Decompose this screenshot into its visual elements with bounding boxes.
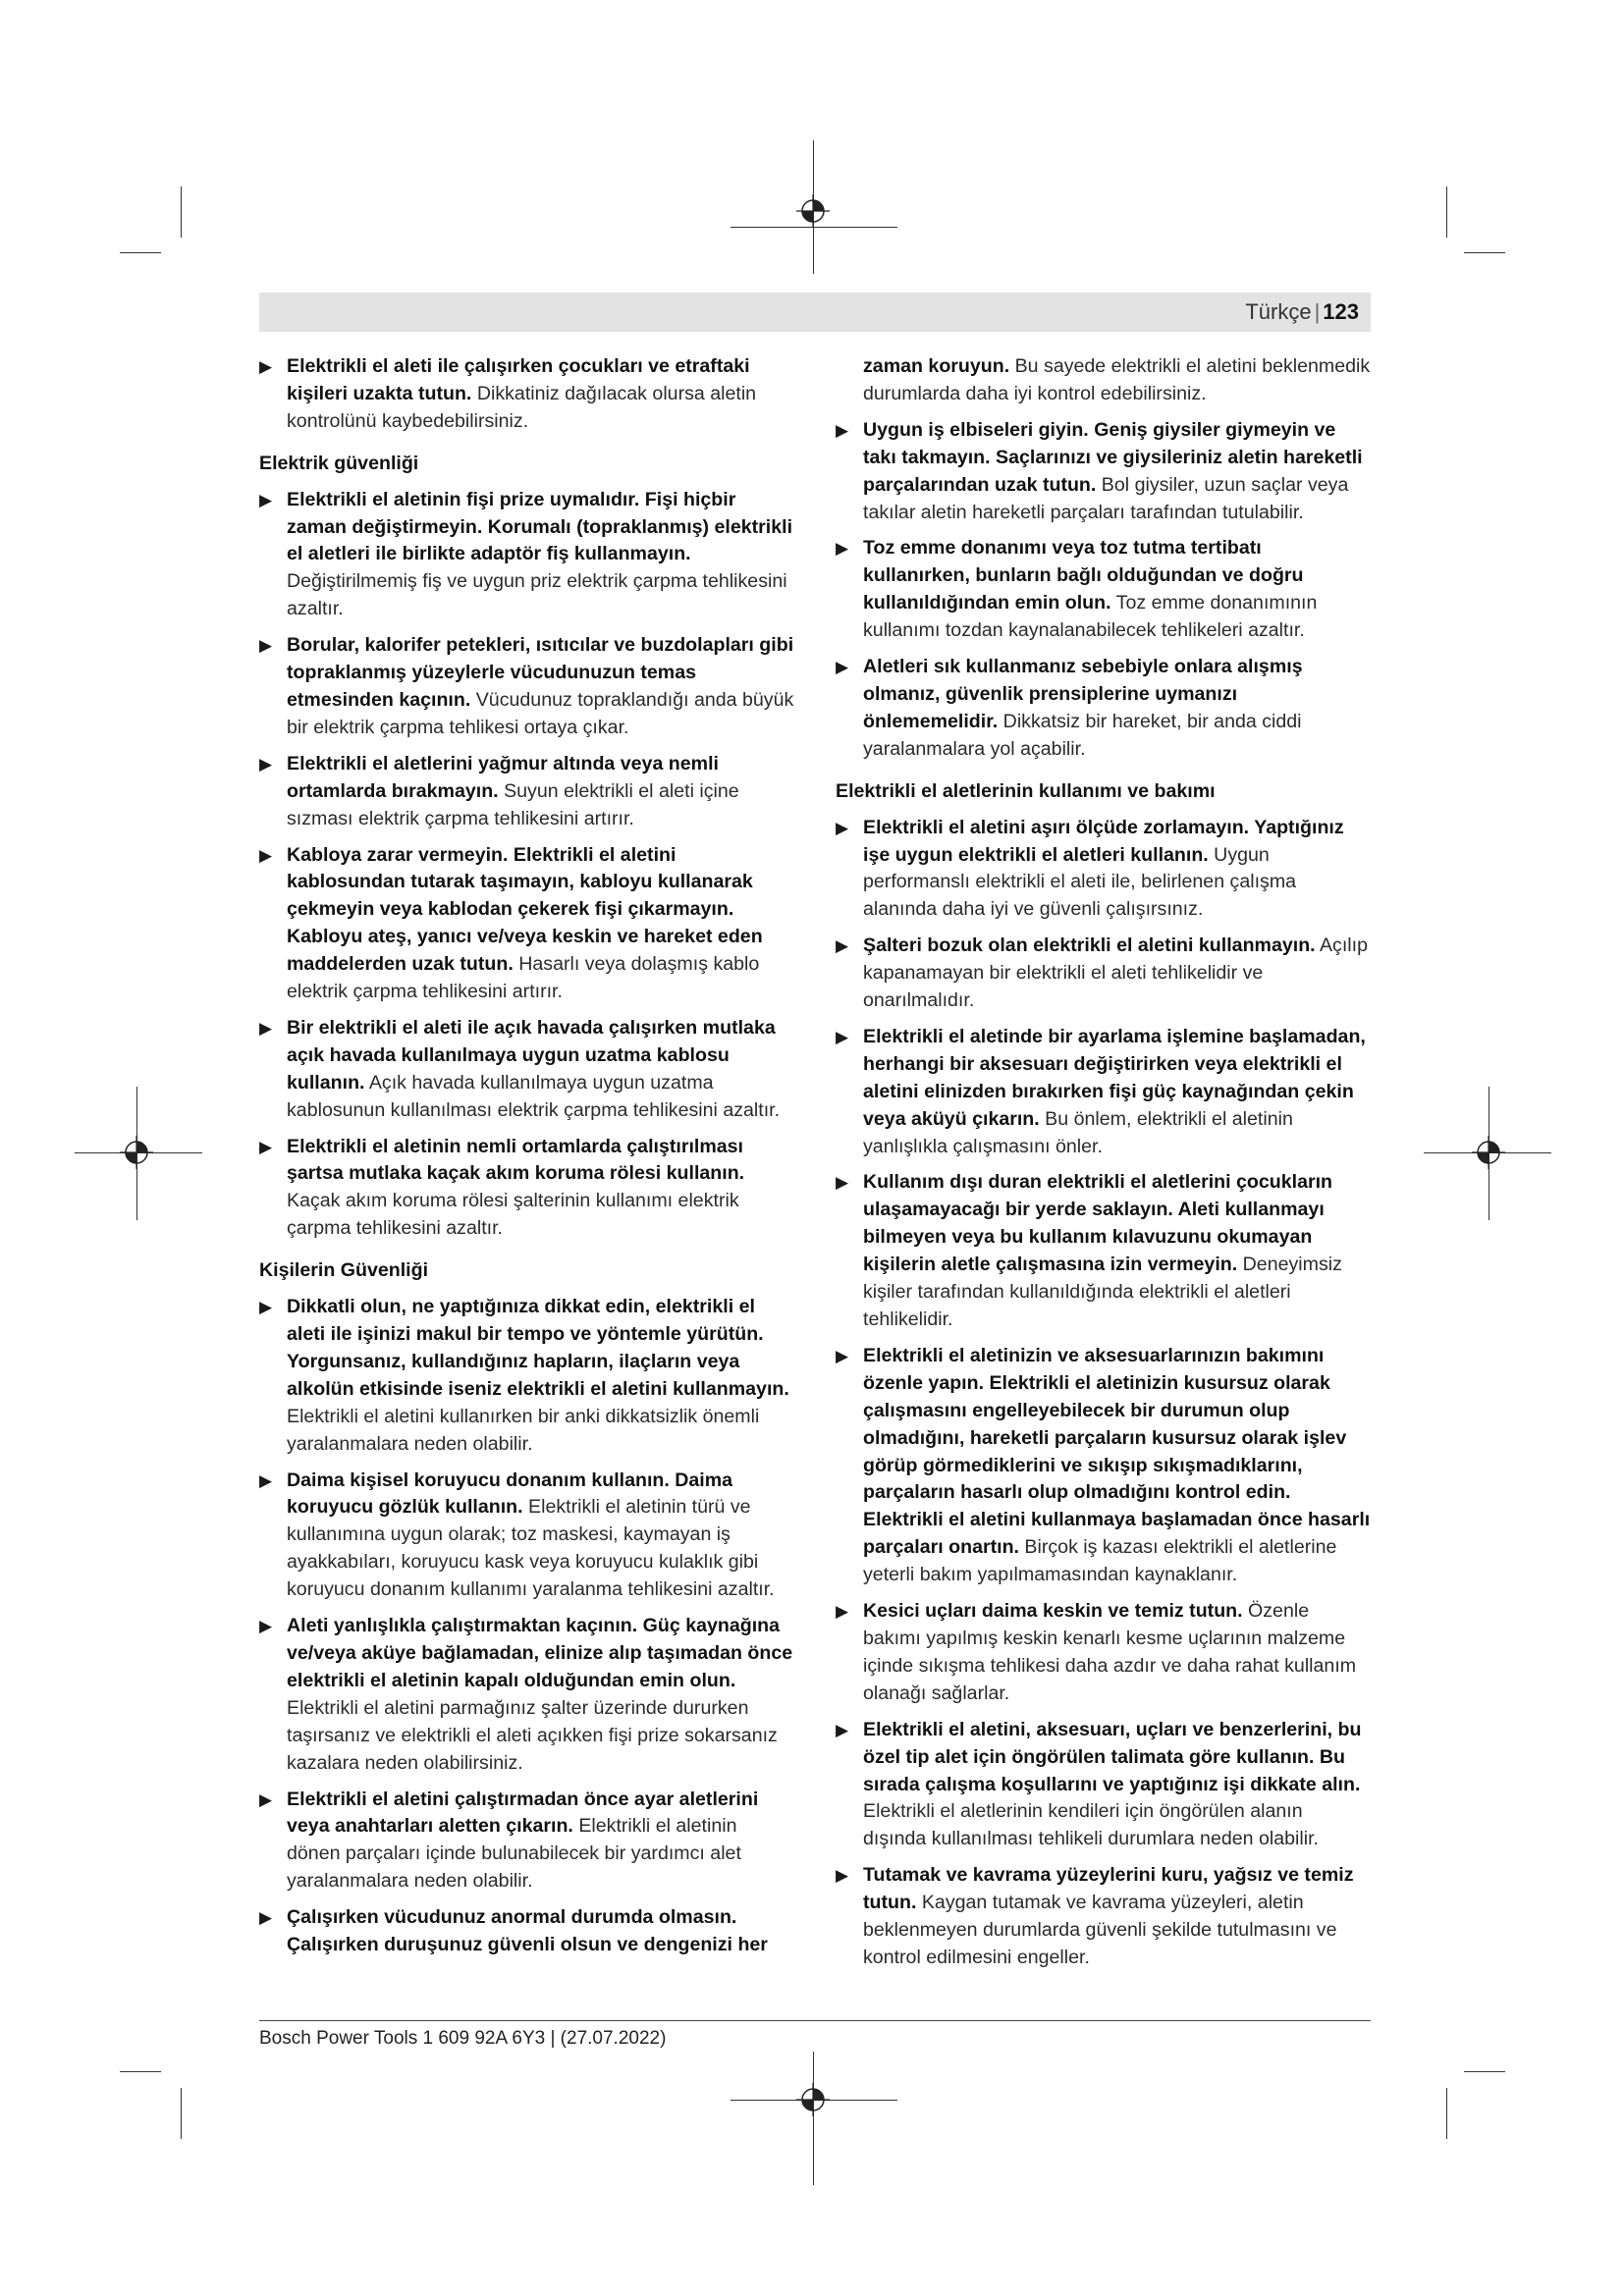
safety-instruction-item — [836, 1024, 1371, 1161]
header-language: Türkçe — [1245, 299, 1312, 324]
instruction-bold-text: Elektrikli el aleti ile çalışırken çocukları ve etraftaki kişileri uzakta tutun. — [287, 355, 750, 404]
section-heading: Kişilerin Güvenliği — [259, 1259, 429, 1282]
left-text-column — [259, 353, 794, 1968]
bullet-arrow-icon: ▶ — [259, 1470, 273, 1490]
bullet-arrow-icon: ▶ — [836, 1720, 849, 1739]
bullet-arrow-icon: ▶ — [259, 1018, 273, 1038]
instruction-bold-text: Elektrikli el aletini, aksesuarı, uçları ve benzerlerini, bu özel tip alet için öngörülen talimata göre kullanın. Bu sırada çalışma koşullarını ve yaptığınız işi dikkate alın. — [863, 1718, 1362, 1795]
bullet-arrow-icon: ▶ — [259, 754, 273, 774]
safety-instruction-item — [259, 842, 794, 1006]
safety-instruction-item — [259, 1134, 794, 1244]
crop-mark-top-left-vertical — [181, 187, 182, 238]
bullet-arrow-icon: ▶ — [259, 1298, 273, 1317]
footer-text: Bosch Power Tools 1 609 92A 6Y3 | (27.07.2022) — [259, 2028, 667, 2049]
bullet-arrow-icon: ▶ — [259, 490, 273, 509]
crop-mark-bottom-right-vertical — [1446, 2088, 1447, 2139]
bullet-arrow-icon: ▶ — [836, 658, 849, 677]
instruction-bold-text: Dikkatli olun, ne yaptığınıza dikkat edin, elektrikli el aleti ile işinizi makul bir tempo ve yöntemle yürütün. Yorgunsanız, kullandığınız hapların, ilaçların veya alkolün etkisinde iseniz elektrikli el aletini kullanmayın. — [287, 1296, 789, 1400]
page-header-text — [1245, 298, 1359, 326]
section-heading: Elektrik güvenliği — [259, 452, 419, 474]
registration-mark-right-icon — [1472, 1136, 1505, 1169]
instruction-bold-text: Kesici uçları daima keskin ve temiz tutun. — [863, 1600, 1243, 1623]
section-heading: Elektrikli el aletlerinin kullanımı ve bakımı — [836, 779, 1216, 802]
crop-mark-bottom-right-horizontal — [1464, 2071, 1505, 2072]
instruction-explanation-text: Açık havada kullanılmaya uygun uzatma kablosunun kullanılması elektrik çarpma tehlikesini azaltır. — [287, 1071, 781, 1121]
bullet-arrow-icon: ▶ — [836, 1602, 849, 1622]
instruction-bold-text: Aletleri sık kullanmanız sebebiyle onlara alışmış olmanız, güvenlik prensiplerine uymanızı önlememelidir. — [863, 656, 1303, 732]
safety-instruction-item — [836, 535, 1371, 645]
instruction-bold-text: Elektrikli el aletinin nemli ortamlarda çalıştırılması şartsa mutlaka kaçak akım koruma rölesi kullanın. — [287, 1135, 745, 1185]
crop-mark-bottom-left-vertical — [181, 2088, 182, 2139]
instruction-bold-text: Uygun iş elbiseleri giyin. Geniş giysiler giymeyin ve takı takmayın. Saçlarınızı ve giysileriniz aletin hareketli parçalarından uzak tutun. — [863, 418, 1363, 496]
instruction-bold-text: Toz emme donanımı veya toz tutma tertibatı kullanırken, bunların bağlı olduğundan ve doğru kullanıldığından emin olun. — [863, 537, 1304, 614]
bullet-arrow-icon: ▶ — [259, 845, 273, 865]
bullet-arrow-icon: ▶ — [836, 1027, 849, 1046]
instruction-bold-text: Tutamak ve kavrama yüzeylerini kuru, yağsız ve temiz tutun. — [863, 1864, 1354, 1914]
instruction-explanation-text: Deneyimsiz kişiler tarafından kullanıldığında elektrikli el aletleri tehlikelidir. — [863, 1254, 1342, 1330]
bullet-arrow-icon: ▶ — [259, 1137, 273, 1156]
instruction-bold-text: Şalteri bozuk olan elektrikli el aletini kullanmayın. — [863, 934, 1316, 957]
safety-instruction-item — [836, 1598, 1371, 1708]
safety-instruction-item — [259, 1015, 794, 1125]
bullet-arrow-icon: ▶ — [836, 539, 849, 559]
registration-line-bottom-vertical — [813, 2052, 814, 2185]
safety-instruction-continuation — [836, 353, 1371, 408]
crop-mark-bottom-left-horizontal — [120, 2071, 161, 2072]
safety-instruction-item — [836, 417, 1371, 527]
bullet-arrow-icon: ▶ — [259, 1617, 273, 1636]
instruction-bold-text: Borular, kalorifer petekleri, ısıtıcılar ve buzdolapları gibi topraklanmış yüzeylerle vücudunuzun temas etmesinden kaçının. — [287, 634, 794, 711]
instruction-explanation-text: Elektrikli el aletini kullanırken bir anki dikkatsizlik önemli yaralanmalara neden olabilir. — [287, 1405, 760, 1455]
instruction-explanation-text: Dikkatsiz bir hareket, bir anda ciddi yaralanmalara yol açabilir. — [863, 710, 1302, 760]
safety-instruction-item — [259, 1468, 794, 1605]
bullet-arrow-icon: ▶ — [836, 420, 849, 440]
safety-instruction-item — [836, 1717, 1371, 1854]
instruction-explanation-text: Değiştirilmemiş fiş ve uygun priz elektrik çarpma tehlikesini azaltır. — [287, 570, 787, 620]
instruction-bold-text: Daima kişisel koruyucu donanım kullanın. Daima koruyucu gözlük kullanın. — [287, 1468, 733, 1519]
instruction-bold-text: Elektrikli el aletinin fişi prize uymalıdır. Fişi hiçbir zaman değiştirmeyin. Korumalı (topraklanmış) elektrikli el aletleri ile birlikte adaptör fiş kullanmayın. — [287, 488, 793, 565]
instruction-explanation-text: Suyun elektrikli el aleti içine sızması elektrik çarpma tehlikesini artırır. — [287, 779, 739, 829]
instruction-bold-text: Elektrikli el aletinde bir ayarlama işlemine başlamadan, herhangi bir aksesuarı değiştirirken veya elektrikli el aletini elinizden bırakırken fişi güç kaynağından çekin veya aküyü çıkarın. — [863, 1025, 1366, 1130]
bullet-arrow-icon: ▶ — [259, 1789, 273, 1809]
instruction-bold-text: Elektrikli el aletini aşırı ölçüde zorlamayın. Yaptığınız işe uygun elektrikli el aletleri kullanın. — [863, 816, 1344, 866]
right-text-column — [836, 353, 1371, 1981]
instruction-explanation-text: Uygun performanslı elektrikli el aleti ile, belirlenen çalışma alanında daha iyi ve güvenli çalışırsınız. — [863, 843, 1297, 921]
instruction-explanation-text: Bol giysiler, uzun saçlar veya takılar aletin hareketli parçaları tarafından tutulabilir. — [863, 473, 1349, 523]
instruction-explanation-text: Kaçak akım koruma rölesi şalterinin kullanımı elektrik çarpma tehlikesini azaltır. — [287, 1190, 739, 1240]
instruction-explanation-text: Açılıp kapanamayan bir elektrikli el aleti tehlikelidir ve onarılmalıdır. — [863, 934, 1368, 1012]
safety-instruction-item — [836, 1862, 1371, 1972]
instruction-explanation-text: Dikkatiniz dağılacak olursa aletin kontrolünü kaybedebilirsiniz. — [287, 382, 757, 432]
bullet-arrow-icon: ▶ — [259, 357, 273, 376]
instruction-explanation-text: Özenle bakımı yapılmış keskin kenarlı kesme uçlarının malzeme içinde sıkışma tehlikesi daha azdır ve daha rahat kullanım olanağı sağlarlar. — [863, 1600, 1357, 1704]
safety-instruction-item — [836, 654, 1371, 764]
bullet-arrow-icon: ▶ — [836, 1173, 849, 1193]
safety-instruction-item — [836, 1343, 1371, 1589]
safety-instruction-item — [259, 1613, 794, 1777]
registration-mark-top-icon — [796, 194, 830, 228]
instruction-bold-text: Kabloya zarar vermeyin. Elektrikli el aletini kablosundan tutarak taşımayın, kabloyu kullanarak çekmeyin veya kablodan çekerek fişi çıkarmayın. Kabloyu ateş, yanıcı ve/veya keskin ve hareket eden maddelerden uzak tutun. — [287, 843, 763, 976]
header-separator: | — [1314, 299, 1321, 324]
crop-mark-top-right-horizontal — [1464, 252, 1505, 253]
registration-mark-bottom-icon — [796, 2083, 830, 2116]
instruction-explanation-text: Hasarlı veya dolaşmış kablo elektrik çarpma tehlikesini artırır. — [287, 953, 760, 1003]
safety-instruction-item — [836, 933, 1371, 1015]
bullet-arrow-icon: ▶ — [259, 636, 273, 656]
bullet-arrow-icon: ▶ — [259, 1908, 273, 1928]
instruction-bold-text: Kullanım dışı duran elektrikli el aletlerini çocukların ulaşamayacağı bir yerde saklayın. Aleti kullanmayı bilmeyen veya bu kullanım kılavuzunu okumayan kişilerin aletle çalışmasına izin vermeyin. — [863, 1171, 1333, 1276]
page-header — [259, 293, 1371, 332]
instruction-bold-text: Aleti yanlışlıkla çalıştırmaktan kaçının. Güç kaynağına ve/veya aküye bağlamadan, elinize alıp taşımadan önce elektrikli el aletinin kapalı olduğundan emin olun. — [287, 1615, 793, 1691]
safety-instruction-item — [259, 632, 794, 742]
footer-rule — [259, 2020, 1371, 2021]
bullet-arrow-icon: ▶ — [836, 1866, 849, 1886]
crop-mark-top-right-vertical — [1446, 187, 1447, 238]
instruction-explanation-text: Elektrikli el aletinin türü ve kullanımına uygun olarak; toz maskesi, kaymayan iş ayakkabıları, koruyucu kask veya koruyucu kulaklık gibi koruyucu donanım kullanımı yaralanma tehlikesini azaltır. — [287, 1496, 775, 1601]
bullet-arrow-icon: ▶ — [836, 818, 849, 837]
safety-instruction-item — [259, 353, 794, 436]
instruction-bold-text: Elektrikli el aletlerini yağmur altında veya nemli ortamlarda bırakmayın. — [287, 752, 719, 802]
safety-instruction-item — [836, 1169, 1371, 1333]
safety-instruction-item — [259, 1787, 794, 1896]
safety-instruction-item — [836, 815, 1371, 925]
crop-mark-top-left-horizontal — [120, 252, 161, 253]
instruction-explanation-text: Elektrikli el aletini parmağınız şalter üzerinde dururken taşırsanız ve elektrikli el aleti açıkken fişi prize sokarsanız kazalara neden olabilirsiniz. — [287, 1696, 778, 1774]
instruction-explanation-text: Birçok iş kazası elektrikli el aletlerine yeterli bakım yapılmamasından kaynaklanır. — [863, 1536, 1337, 1586]
instruction-bold-text: Bir elektrikli el aleti ile açık havada çalışırken mutlaka açık havada kullanılmaya uygun uzatma kablosu kullanın. — [287, 1016, 776, 1094]
instruction-explanation-text: Bu önlem, elektrikli el aletinin yanlışlıkla çalışmasını önler. — [863, 1107, 1293, 1157]
instruction-bold-text: Elektrikli el aletinizin ve aksesuarlarınızın bakımını özenle yapın. Elektrikli el aletinizin kusursuz olarak çalışmasını engelleyebilecek bir durumun olup olmadığını, hareketli parçaların kusursuz olarak işlev görüp görmediklerini ve sıkışıp sıkışmadıklarını, parçaların hasarlı olup olmadığını kontrol edin. Elektrikli el aletini kullanmaya başlamadan önce hasarlı parçaları onartın. — [863, 1344, 1371, 1559]
bullet-arrow-icon: ▶ — [836, 936, 849, 956]
safety-instruction-item — [259, 487, 794, 624]
safety-instruction-item — [259, 1904, 794, 1959]
instruction-explanation-text: Vücudunuz topraklandığı anda büyük bir elektrik çarpma tehlikesi ortaya çıkar. — [287, 688, 794, 738]
safety-instruction-item — [259, 1294, 794, 1458]
instruction-explanation-text: Toz emme donanımının kullanımı tozdan kaynalanabilecek tehlikeleri azaltır. — [863, 592, 1318, 642]
instruction-explanation-text: Elektrikli el aletlerinin kendileri için öngörülen alanın dışında kullanılması tehlikeli durumlara neden olabilir. — [863, 1800, 1319, 1850]
page-number: 123 — [1323, 299, 1359, 324]
bullet-arrow-icon: ▶ — [836, 1346, 849, 1365]
instruction-explanation-text: Bu sayede elektrikli el aletini beklenmedik durumlarda daha iyi kontrol edebilirsiniz. — [863, 355, 1371, 404]
instruction-explanation-text: Elektrikli el aletinin dönen parçaları içinde bulunabilecek bir yardımcı alet yaralanmalara neden olabilir. — [287, 1815, 741, 1893]
safety-instruction-item — [259, 751, 794, 833]
registration-mark-left-icon — [120, 1136, 153, 1169]
instruction-explanation-text: Kaygan tutamak ve kavrama yüzeyleri, aletin beklenmeyen durumlarda güvenli şekilde tutulmasını ve kontrol edilmesini engeller. — [863, 1892, 1337, 1968]
instruction-bold-text: Çalışırken vücudunuz anormal durumda olmasın. Çalışırken duruşunuz güvenli olsun ve dengenizi her — [287, 1906, 768, 1956]
instruction-bold-text: zaman koruyun. — [863, 355, 1010, 377]
instruction-bold-text: Elektrikli el aletini çalıştırmadan önce ayar aletlerini veya anahtarları aletten çıkarın. — [287, 1788, 759, 1838]
